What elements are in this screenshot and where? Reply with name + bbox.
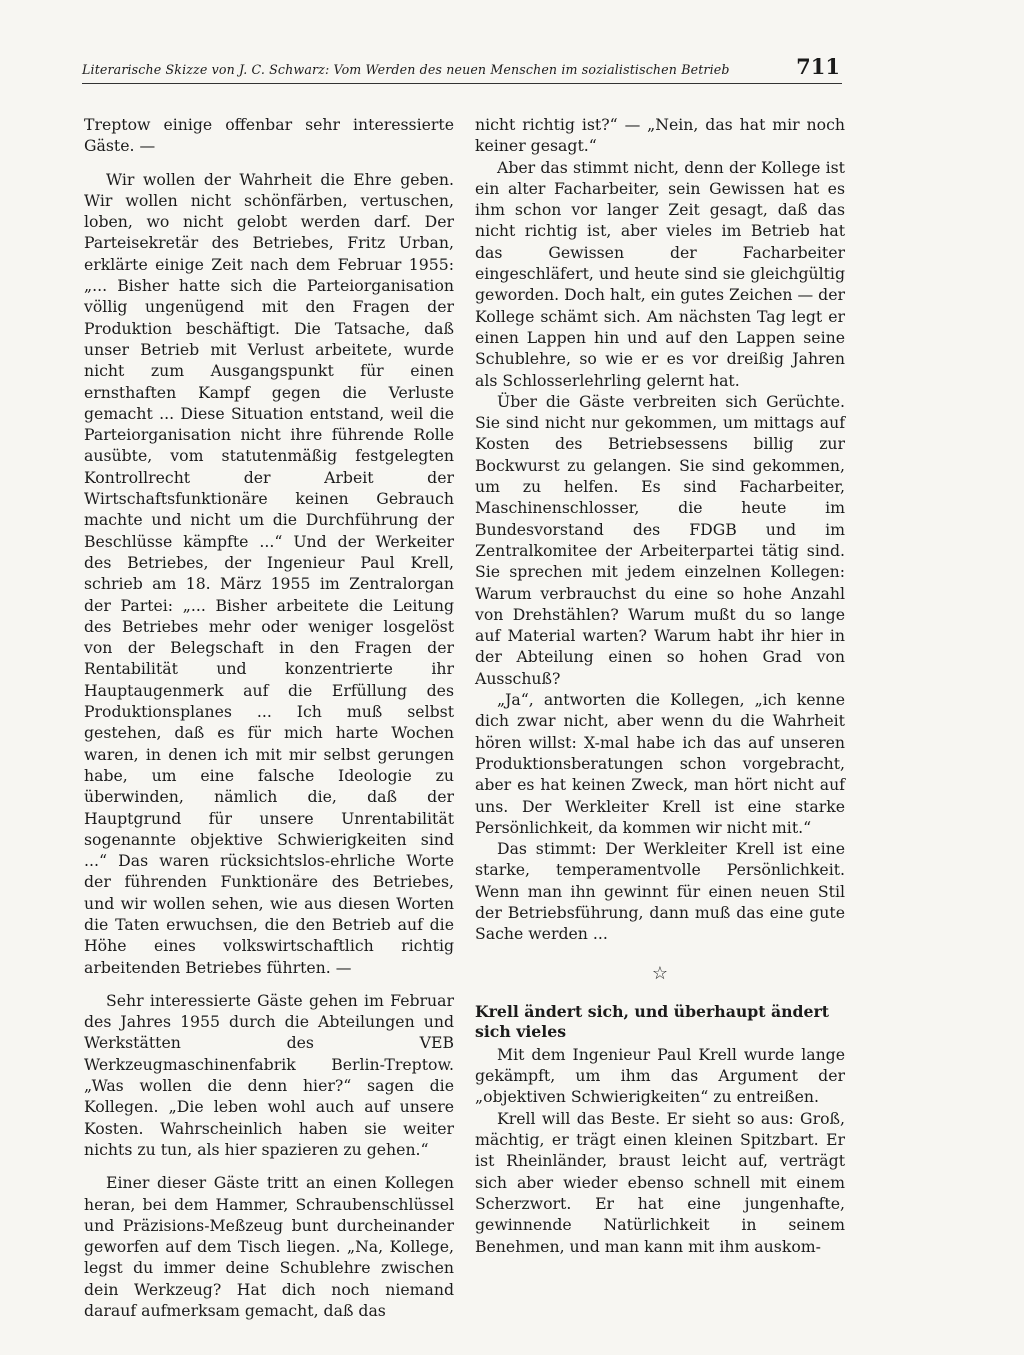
running-title: Literarische Skizze von J. C. Schwarz: Vom Werden des neuen Menschen im sozialistischen Betrieb — [82, 62, 730, 77]
paragraph: Wir wollen der Wahrheit die Ehre geben. Wir wollen nicht schönfärben, vertuschen, loben, wo nicht gelobt werden darf. Der Parteisekretär des Betriebes, Fritz Urban, erklärte einige Zeit nach dem Februar 1955: „... Bisher hatte sich die Parteiorganisation völlig ungenügend mit den Fragen der Produktion beschäftigt. Die Tatsache, daß unser Betrieb mit Verlust arbeitete, wurde nicht zum Ausgangspunkt für einen ernsthaften Kampf gegen die Verluste gemacht ... Diese Situation entstand, weil die Parteiorganisation nicht ihre führende Rolle ausübte, vom statutenmäßig festgelegten Kontrollrecht der Arbeit der Wirtschaftsfunktionäre keinen Gebrauch machte und nicht um die Durchführung der Beschlüsse kämpfte ...“ Und der Werkeiter des Betriebes, der Ingenieur Paul Krell, schrieb am 18. März 1955 im Zentralorgan der Partei: „... Bisher arbeitete die Leitung des Betriebes mehr oder weniger losgelöst von der Belegschaft in den Fragen der Rentabilität und konzentrierte ihr Hauptaugenmerk auf die Erfüllung des Produktionsplanes ... Ich muß selbst gestehen, daß es für mich harte Wochen waren, in denen ich mit mir selbst gerungen habe, um eine falsche Ideologie zu überwinden, nämlich die, daß der Hauptgrund für unsere Unrentabilität sogenannte objektive Schwierigkeiten sind ...“ Das waren rücksichtslos-ehrliche Worte der führenden Funktionäre des Betriebes, und wir wollen sehen, wie aus diesen Worten die Taten erwuchsen, die den Betrieb auf die Höhe eines volkswirtschaftlich richtig arbeitenden Betriebes führten. — — [84, 169, 454, 977]
paragraph: nicht richtig ist?“ — „Nein, das hat mir noch keiner gesagt.“ — [475, 115, 845, 156]
paragraph: Einer dieser Gäste tritt an einen Kollegen heran, bei dem Hammer, Schraubenschlüssel und Präzisions-Meßzeug bunt durcheinander geworfen auf dem Tisch liegen. „Na, Kollege, legst du immer deine Schublehre zwischen dein Werkzeug? Hat dich noch niemand darauf aufmerksam gemacht, daß das — [84, 1173, 454, 1321]
page-header — [82, 54, 842, 86]
right-column — [475, 114, 845, 1257]
section-heading: Krell ändert sich, und überhaupt ändert sich vieles — [475, 1001, 829, 1041]
paragraph: Treptow einige offenbar sehr interessierte Gäste. — — [84, 115, 454, 156]
page-number: 711 — [796, 54, 840, 79]
paragraph: Das stimmt: Der Werkleiter Krell ist eine starke, temperamentvolle Persönlichkeit. Wenn man ihn gewinnt für einen neuen Stil der Betriebsführung, dann muß das eine gute Sache werden ... — [475, 839, 845, 944]
paragraph: Über die Gäste verbreiten sich Gerüchte. Sie sind nicht nur gekommen, um mittags auf Kosten des Betriebsessens billig zur Bockwurst zu gelangen. Sie sind gekommen, um zu helfen. Es sind Facharbeiter, Maschinenschlosser, die heute im Bundesvorstand des FDGB und im Zentralkomitee der Arbeiterpartei tätig sind. Sie sprechen mit jedem einzelnen Kollegen: Warum verbrauchst du eine so hohe Anzahl von Drehstählen? Warum mußt du so lange auf Material warten? Warum habt ihr hier in der Abteilung einen so hohen Grad von Ausschuß? — [475, 391, 845, 688]
paragraph: Krell will das Beste. Er sieht so aus: Groß, mächtig, er trägt einen kleinen Spitzbart. Er ist Rheinländer, braust leicht auf, verträgt sich aber wieder ebenso schnell mit einem Scherzwort. Er hat eine jungenhafte, gewinnende Natürlichkeit in seinem Benehmen, und man kann mit ihm auskom- — [475, 1108, 845, 1256]
paragraph: Aber das stimmt nicht, denn der Kollege ist ein alter Facharbeiter, sein Gewissen hat es ihm schon vor langer Zeit gesagt, daß das nicht richtig ist, aber vieles im Betrieb hat das Gewissen der Facharbeiter eingeschläfert, und heute sind sie gleichgültig geworden. Doch halt, ein gutes Zeichen — der Kollege schämt sich. Am nächsten Tag legt er einen Lappen hin und auf den Lappen seine Schublehre, so wie er es vor dreißig Jahren als Schlosserlehrling gelernt hat. — [475, 157, 845, 390]
star-separator-icon: ☆ — [651, 962, 669, 984]
paragraph: Sehr interessierte Gäste gehen im Februar des Jahres 1955 durch die Abteilungen und Werkstätten des VEB Werkzeugmaschinenfabrik Berlin-Treptow. „Was wollen die denn hier?“ sagen die Kollegen. „Die leben wohl auch auf unsere Kosten. Wahrscheinlich haben sie weiter nichts zu tun, als hier spazieren zu gehen.“ — [84, 990, 454, 1159]
paragraph: „Ja“, antworten die Kollegen, „ich kenne dich zwar nicht, aber wenn du die Wahrheit hören willst: X-mal habe ich das auf unseren Produktionsberatungen schon vorgebracht, aber es hat keinen Zweck, man hört nicht auf uns. Der Werkleiter Krell ist eine starke Persönlichkeit, da kommen wir nicht mit.“ — [475, 690, 845, 837]
header-rule — [82, 83, 842, 84]
paragraph: Mit dem Ingenieur Paul Krell wurde lange gekämpft, um ihm das Argument der „objektiven Schwierigkeiten“ zu entreißen. — [475, 1044, 845, 1107]
left-column — [84, 114, 454, 1321]
